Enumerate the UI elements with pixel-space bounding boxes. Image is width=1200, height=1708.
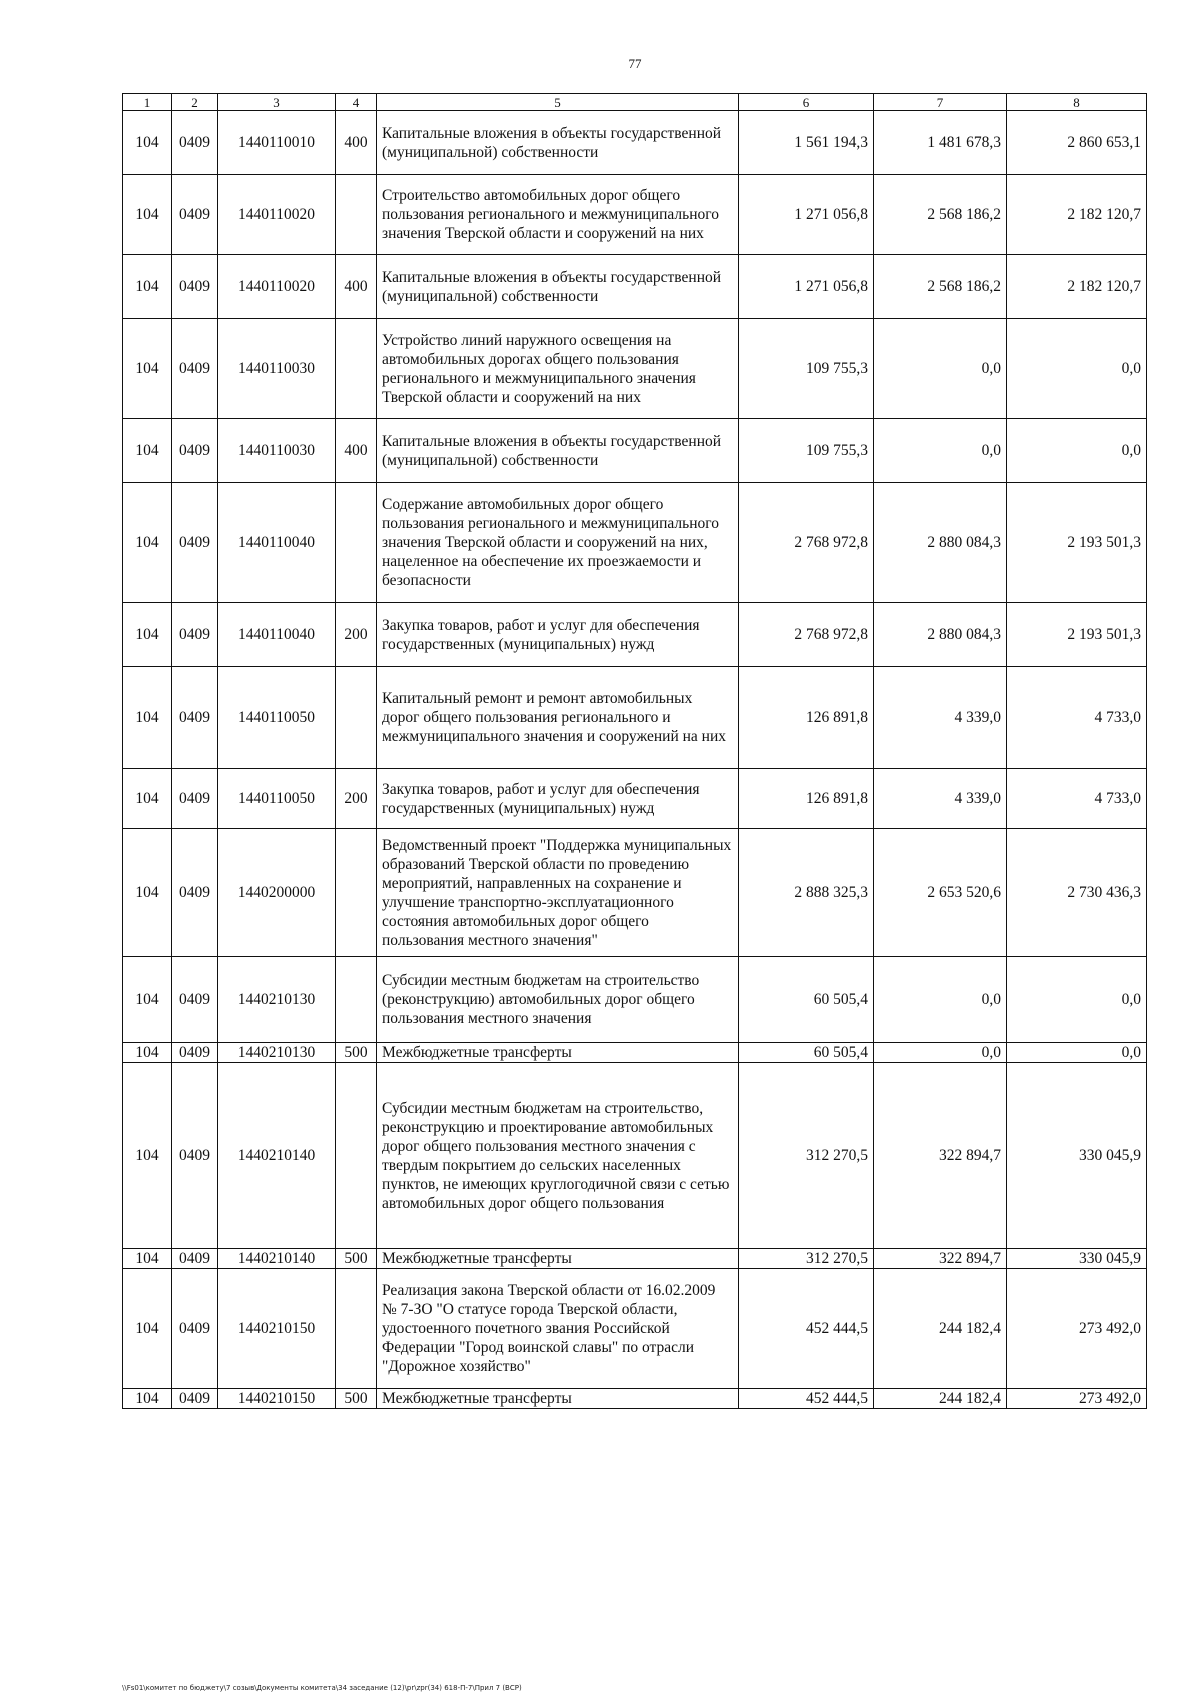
column-header: 4 xyxy=(336,94,377,111)
cell-amount-year-2: 2 568 186,2 xyxy=(874,175,1007,255)
cell-amount-year-1: 312 270,5 xyxy=(739,1063,874,1249)
cell-code-target: 1440110020 xyxy=(218,255,336,319)
table-row xyxy=(123,667,1147,769)
cell-code-ministry: 104 xyxy=(123,483,172,603)
cell-code-expense-type: 500 xyxy=(336,1249,377,1269)
cell-code-target: 1440110030 xyxy=(218,419,336,483)
cell-code-target: 1440210130 xyxy=(218,1043,336,1063)
cell-amount-year-3: 330 045,9 xyxy=(1007,1249,1147,1269)
cell-amount-year-2: 2 880 084,3 xyxy=(874,483,1007,603)
cell-description: Межбюджетные трансферты xyxy=(377,1043,739,1063)
cell-amount-year-2: 244 182,4 xyxy=(874,1389,1007,1409)
cell-code-expense-type xyxy=(336,483,377,603)
cell-code-ministry: 104 xyxy=(123,1389,172,1409)
table-row xyxy=(123,603,1147,667)
cell-amount-year-2: 2 880 084,3 xyxy=(874,603,1007,667)
table-row xyxy=(123,1063,1147,1249)
cell-description: Закупка товаров, работ и услуг для обеспечения государственных (муниципальных) нужд xyxy=(377,603,739,667)
cell-code-section: 0409 xyxy=(172,769,218,829)
cell-code-expense-type xyxy=(336,1063,377,1249)
cell-code-section: 0409 xyxy=(172,957,218,1043)
column-header: 2 xyxy=(172,94,218,111)
cell-amount-year-1: 1 561 194,3 xyxy=(739,111,874,175)
cell-amount-year-1: 2 888 325,3 xyxy=(739,829,874,957)
table-row xyxy=(123,483,1147,603)
cell-amount-year-3: 0,0 xyxy=(1007,1043,1147,1063)
cell-amount-year-3: 330 045,9 xyxy=(1007,1063,1147,1249)
cell-amount-year-2: 0,0 xyxy=(874,319,1007,419)
cell-amount-year-3: 273 492,0 xyxy=(1007,1269,1147,1389)
cell-description: Закупка товаров, работ и услуг для обеспечения государственных (муниципальных) нужд xyxy=(377,769,739,829)
cell-amount-year-2: 0,0 xyxy=(874,1043,1007,1063)
cell-code-expense-type xyxy=(336,829,377,957)
cell-code-ministry: 104 xyxy=(123,1249,172,1269)
cell-amount-year-2: 0,0 xyxy=(874,957,1007,1043)
table-row xyxy=(123,419,1147,483)
cell-amount-year-2: 244 182,4 xyxy=(874,1269,1007,1389)
cell-description: Реализация закона Тверской области от 16.02.2009 № 7-ЗО "О статусе города Тверской области, удостоенного почетного звания Российской Федерации "Город воинской славы" по отрасли "Дорожное хозяйство" xyxy=(377,1269,739,1389)
cell-code-ministry: 104 xyxy=(123,829,172,957)
cell-code-section: 0409 xyxy=(172,319,218,419)
cell-code-expense-type: 200 xyxy=(336,603,377,667)
cell-code-target: 1440210150 xyxy=(218,1389,336,1409)
table-row xyxy=(123,769,1147,829)
cell-code-expense-type xyxy=(336,175,377,255)
cell-amount-year-3: 2 182 120,7 xyxy=(1007,255,1147,319)
cell-amount-year-3: 2 860 653,1 xyxy=(1007,111,1147,175)
cell-code-target: 1440110030 xyxy=(218,319,336,419)
cell-description: Субсидии местным бюджетам на строительство, реконструкцию и проектирование автомобильных дорог общего пользования местного значения с твердым покрытием до сельских населенных пунктов, не имеющих круглогодичной связи с сетью автомобильных дорог общего пользования xyxy=(377,1063,739,1249)
file-path-footer: \\Fs01\комитет по бюджету\7 созыв\Документы комитета\34 заседание (12)\pr\zpr(34) 618-П-7\Прил 7 (ВСР) xyxy=(122,1684,522,1692)
cell-description: Капитальный ремонт и ремонт автомобильных дорог общего пользования регионального и межмуниципального значения и сооружений на них xyxy=(377,667,739,769)
column-header: 7 xyxy=(874,94,1007,111)
cell-amount-year-1: 109 755,3 xyxy=(739,419,874,483)
cell-code-target: 1440200000 xyxy=(218,829,336,957)
cell-code-ministry: 104 xyxy=(123,603,172,667)
cell-description: Межбюджетные трансферты xyxy=(377,1249,739,1269)
cell-amount-year-2: 2 568 186,2 xyxy=(874,255,1007,319)
cell-code-ministry: 104 xyxy=(123,255,172,319)
table-row xyxy=(123,1249,1147,1269)
cell-code-section: 0409 xyxy=(172,603,218,667)
cell-amount-year-3: 0,0 xyxy=(1007,957,1147,1043)
cell-code-section: 0409 xyxy=(172,1063,218,1249)
budget-table xyxy=(122,93,1147,1409)
cell-code-ministry: 104 xyxy=(123,319,172,419)
cell-code-target: 1440110040 xyxy=(218,483,336,603)
table-row xyxy=(123,319,1147,419)
cell-description: Устройство линий наружного освещения на автомобильных дорогах общего пользования регионального и межмуниципального значения Тверской области и сооружений на них xyxy=(377,319,739,419)
cell-amount-year-1: 2 768 972,8 xyxy=(739,483,874,603)
cell-amount-year-1: 312 270,5 xyxy=(739,1249,874,1269)
column-header: 8 xyxy=(1007,94,1147,111)
cell-code-target: 1440110050 xyxy=(218,667,336,769)
table-row xyxy=(123,1389,1147,1409)
cell-description: Межбюджетные трансферты xyxy=(377,1389,739,1409)
cell-amount-year-1: 452 444,5 xyxy=(739,1389,874,1409)
cell-amount-year-3: 4 733,0 xyxy=(1007,769,1147,829)
cell-amount-year-3: 2 730 436,3 xyxy=(1007,829,1147,957)
cell-code-section: 0409 xyxy=(172,483,218,603)
cell-code-expense-type xyxy=(336,957,377,1043)
cell-amount-year-1: 126 891,8 xyxy=(739,667,874,769)
cell-amount-year-3: 273 492,0 xyxy=(1007,1389,1147,1409)
cell-code-section: 0409 xyxy=(172,255,218,319)
cell-code-section: 0409 xyxy=(172,1043,218,1063)
table-row xyxy=(123,175,1147,255)
table-row xyxy=(123,957,1147,1043)
cell-code-expense-type: 400 xyxy=(336,255,377,319)
cell-description: Строительство автомобильных дорог общего пользования регионального и межмуниципального значения Тверской области и сооружений на них xyxy=(377,175,739,255)
cell-code-section: 0409 xyxy=(172,1249,218,1269)
cell-amount-year-1: 452 444,5 xyxy=(739,1269,874,1389)
cell-code-target: 1440210140 xyxy=(218,1249,336,1269)
table-body xyxy=(123,111,1147,1409)
cell-code-section: 0409 xyxy=(172,1389,218,1409)
column-header: 1 xyxy=(123,94,172,111)
cell-code-target: 1440210140 xyxy=(218,1063,336,1249)
table-row xyxy=(123,829,1147,957)
cell-code-ministry: 104 xyxy=(123,1269,172,1389)
cell-code-target: 1440110010 xyxy=(218,111,336,175)
cell-code-expense-type: 400 xyxy=(336,111,377,175)
table-row xyxy=(123,255,1147,319)
cell-amount-year-1: 1 271 056,8 xyxy=(739,175,874,255)
cell-code-section: 0409 xyxy=(172,829,218,957)
cell-amount-year-3: 0,0 xyxy=(1007,419,1147,483)
cell-code-expense-type: 400 xyxy=(336,419,377,483)
cell-code-expense-type xyxy=(336,1269,377,1389)
cell-code-target: 1440210150 xyxy=(218,1269,336,1389)
cell-amount-year-1: 109 755,3 xyxy=(739,319,874,419)
cell-description: Субсидии местным бюджетам на строительство (реконструкцию) автомобильных дорог общего пользования местного значения xyxy=(377,957,739,1043)
cell-code-ministry: 104 xyxy=(123,957,172,1043)
cell-amount-year-2: 1 481 678,3 xyxy=(874,111,1007,175)
cell-amount-year-1: 60 505,4 xyxy=(739,957,874,1043)
cell-amount-year-1: 60 505,4 xyxy=(739,1043,874,1063)
cell-code-ministry: 104 xyxy=(123,175,172,255)
cell-code-ministry: 104 xyxy=(123,1063,172,1249)
cell-code-target: 1440210130 xyxy=(218,957,336,1043)
cell-amount-year-1: 126 891,8 xyxy=(739,769,874,829)
cell-amount-year-2: 4 339,0 xyxy=(874,667,1007,769)
cell-code-target: 1440110050 xyxy=(218,769,336,829)
table-row xyxy=(123,111,1147,175)
cell-code-section: 0409 xyxy=(172,667,218,769)
cell-code-expense-type: 200 xyxy=(336,769,377,829)
table-row xyxy=(123,1043,1147,1063)
cell-code-section: 0409 xyxy=(172,1269,218,1389)
cell-amount-year-1: 2 768 972,8 xyxy=(739,603,874,667)
cell-amount-year-1: 1 271 056,8 xyxy=(739,255,874,319)
column-header: 6 xyxy=(739,94,874,111)
cell-description: Капитальные вложения в объекты государственной (муниципальной) собственности xyxy=(377,255,739,319)
cell-code-ministry: 104 xyxy=(123,419,172,483)
page-number: 77 xyxy=(628,56,642,71)
cell-amount-year-3: 4 733,0 xyxy=(1007,667,1147,769)
column-header: 3 xyxy=(218,94,336,111)
cell-amount-year-3: 2 193 501,3 xyxy=(1007,483,1147,603)
cell-code-target: 1440110040 xyxy=(218,603,336,667)
cell-code-ministry: 104 xyxy=(123,1043,172,1063)
cell-amount-year-2: 2 653 520,6 xyxy=(874,829,1007,957)
cell-amount-year-3: 2 193 501,3 xyxy=(1007,603,1147,667)
cell-code-ministry: 104 xyxy=(123,769,172,829)
cell-code-expense-type xyxy=(336,667,377,769)
table-header xyxy=(123,94,1147,111)
cell-code-ministry: 104 xyxy=(123,111,172,175)
cell-code-section: 0409 xyxy=(172,419,218,483)
cell-code-expense-type: 500 xyxy=(336,1389,377,1409)
cell-code-section: 0409 xyxy=(172,111,218,175)
cell-description: Содержание автомобильных дорог общего пользования регионального и межмуниципального значения Тверской области и сооружений на них, нацеленное на обеспечение их проезжаемости и безопасности xyxy=(377,483,739,603)
cell-amount-year-2: 322 894,7 xyxy=(874,1249,1007,1269)
cell-amount-year-2: 322 894,7 xyxy=(874,1063,1007,1249)
cell-code-target: 1440110020 xyxy=(218,175,336,255)
cell-amount-year-3: 0,0 xyxy=(1007,319,1147,419)
cell-amount-year-2: 4 339,0 xyxy=(874,769,1007,829)
cell-amount-year-2: 0,0 xyxy=(874,419,1007,483)
cell-description: Капитальные вложения в объекты государственной (муниципальной) собственности xyxy=(377,111,739,175)
cell-code-expense-type: 500 xyxy=(336,1043,377,1063)
table-row xyxy=(123,1269,1147,1389)
cell-code-expense-type xyxy=(336,319,377,419)
column-header: 5 xyxy=(377,94,739,111)
cell-amount-year-3: 2 182 120,7 xyxy=(1007,175,1147,255)
cell-description: Капитальные вложения в объекты государственной (муниципальной) собственности xyxy=(377,419,739,483)
cell-code-section: 0409 xyxy=(172,175,218,255)
cell-code-ministry: 104 xyxy=(123,667,172,769)
cell-description: Ведомственный проект "Поддержка муниципальных образований Тверской области по проведению мероприятий, направленных на сохранение и улучшение транспортно-эксплуатационного состояния автомобильных дорог общего пользования местного значения" xyxy=(377,829,739,957)
